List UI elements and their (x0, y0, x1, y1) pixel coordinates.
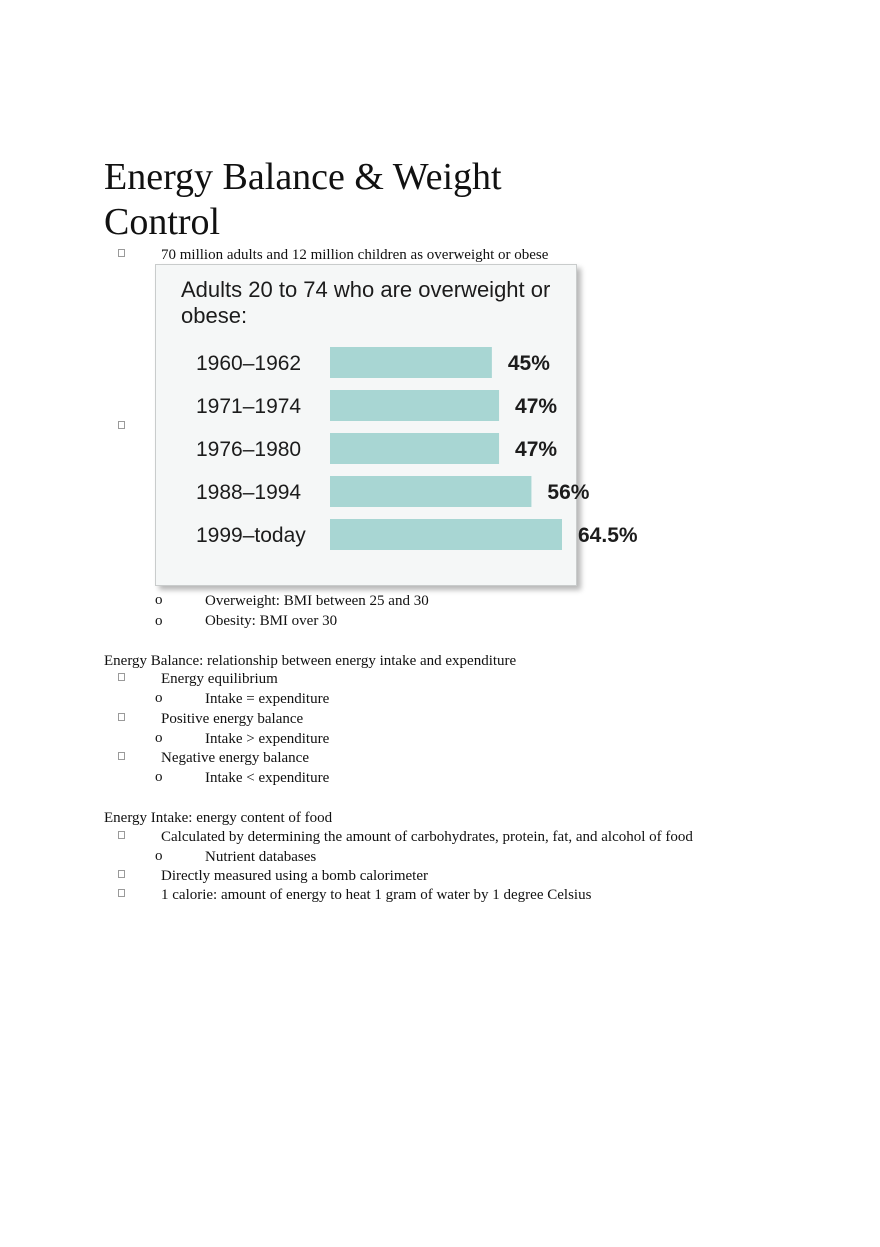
chart-value-label: 47% (515, 395, 558, 418)
bullet-square-icon (118, 673, 125, 681)
sub-bullet-marker: o (155, 690, 163, 706)
calculated-item: Calculated by determining the amount of carbohydrates, protein, fat, and alcohol of food (161, 829, 693, 845)
negative-balance-detail: Intake < expenditure (205, 770, 330, 786)
chart-bar (330, 347, 492, 378)
bullet-square-icon (118, 889, 125, 897)
energy-balance-heading: Energy Balance: relationship between energy intake and expenditure (104, 653, 517, 669)
chart-category-label: 1971–1974 (196, 395, 302, 418)
calorie-definition-item: 1 calorie: amount of energy to heat 1 gram of water by 1 degree Celsius (161, 887, 592, 903)
negative-balance-item: Negative energy balance (161, 750, 309, 766)
bar-chart (156, 265, 638, 585)
bullet-square-icon (118, 713, 125, 721)
chart-bar (330, 433, 499, 464)
chart-category-label: 1960–1962 (196, 352, 302, 375)
sub-bullet-marker: o (155, 848, 163, 864)
chart-category-label: 1976–1980 (196, 438, 302, 461)
chart-value-label: 64.5% (578, 524, 638, 547)
chart-bar (330, 519, 562, 550)
chart-value-label: 47% (515, 438, 558, 461)
chart-value-label: 56% (547, 481, 590, 504)
chart-bar (330, 390, 499, 421)
bullet-square-icon (118, 870, 125, 878)
sub-bullet-marker: o (155, 769, 163, 785)
bullet-square-icon (118, 249, 125, 257)
bullet-square-icon (118, 421, 125, 429)
obesity-definition: Obesity: BMI over 30 (205, 613, 338, 629)
positive-balance-detail: Intake > expenditure (205, 731, 330, 747)
bomb-calorimeter-item: Directly measured using a bomb calorimeter (161, 868, 428, 884)
overweight-definition: Overweight: BMI between 25 and 30 (205, 593, 429, 609)
chart-category-label: 1999–today (196, 524, 306, 547)
positive-balance-item: Positive energy balance (161, 711, 304, 727)
energy-equilibrium-item: Energy equilibrium (161, 671, 278, 687)
energy-intake-heading: Energy Intake: energy content of food (104, 810, 333, 826)
sub-bullet-marker: o (155, 730, 163, 746)
sub-bullet-marker: o (155, 613, 163, 629)
equilibrium-detail: Intake = expenditure (205, 691, 330, 707)
chart-title: Adults 20 to 74 who are overweight or obese: (181, 277, 551, 328)
chart-category-label: 1988–1994 (196, 481, 302, 504)
nutrient-databases-detail: Nutrient databases (205, 849, 317, 865)
overweight-chart-figure (155, 264, 638, 586)
sub-bullet-marker: o (155, 592, 163, 608)
bullet-square-icon (118, 752, 125, 760)
intro-bullet-text: 70 million adults and 12 million children as overweight or obese (161, 247, 549, 263)
chart-bar (330, 476, 531, 507)
chart-value-label: 45% (507, 352, 550, 375)
bullet-square-icon (118, 831, 125, 839)
page-title: Energy Balance & Weight Control (104, 156, 502, 243)
